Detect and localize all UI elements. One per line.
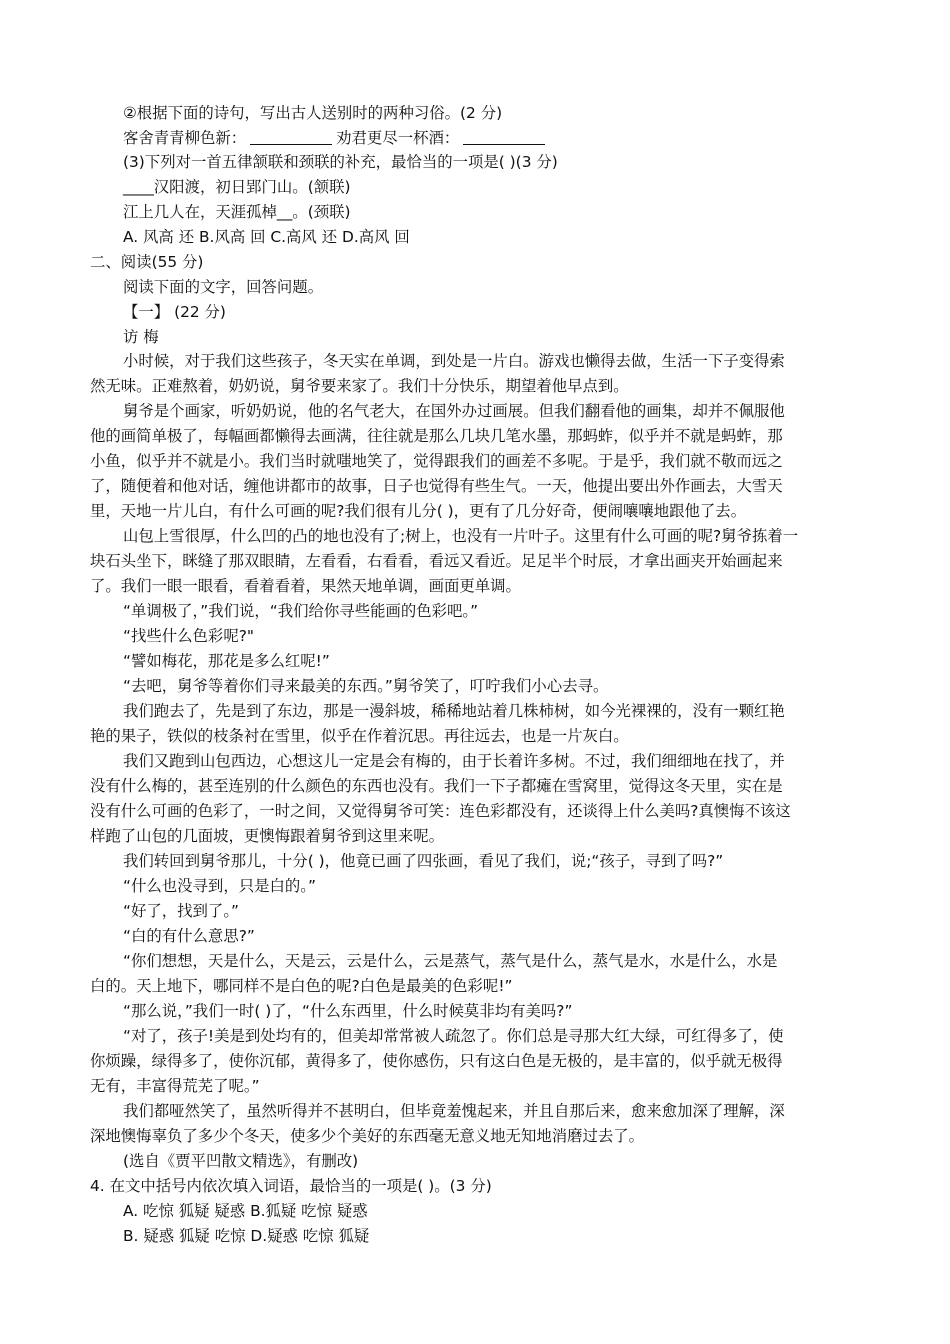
paragraph-line: 了，随便着和他对话，缠他讲都市的故事，日子也觉得有些生气。一天，他提出要出外作画去，大雪天 (90, 477, 783, 495)
paragraph-line: 我们转回到舅爷那儿，十分( )，他竟已画了四张画，看见了我们，说;“孩子，寻到了吗?” (123, 852, 724, 870)
paragraph-line: 我们都哑然笑了，虽然听得并不甚明白，但毕竟羞愧起来，并且自那后来，愈来愈加深了理解，深 (123, 1102, 785, 1120)
source-note: (选自《贾平凹散文精选》，有删改) (123, 1152, 359, 1170)
dialogue-line: 白的。天上地下，哪同样不是白色的呢?白色是最美的色彩呢!” (90, 977, 513, 995)
dialogue-line: “那么说，”我们一时( )了，“什么东西里，什么时候莫非均有美吗?” (123, 1002, 573, 1020)
dialogue-line: “白的有什么意思?” (123, 927, 255, 945)
question-3-prompt: (3)下列对一首五律颔联和颈联的补充，最恰当的一项是( )(3 分) (123, 153, 558, 171)
part-heading: 【一】 (22 分) (123, 303, 226, 321)
couplet-line: 江上几人在，天涯孤棹__。(颈联) (123, 203, 351, 221)
paragraph-line: 山包上雪很厚，什么凹的凸的地也没有了;树上，也没有一片叶子。这里有什么可画的呢?舅爷拣着一 (123, 527, 799, 545)
paragraph-line: 舅爷是个画家，听奶奶说，他的名气老大，在国外办过画展。但我们翻看他的画集，却并不佩服他 (123, 402, 785, 420)
dialogue-line: “单调极了，”我们说，“我们给你寻些能画的色彩吧。” (123, 602, 479, 620)
paragraph-line: 没有什么可画的色彩了，一时之间，又觉得舅爷可笑：连色彩都没有，还谈得上什么美吗?真懊悔不该这 (90, 802, 791, 820)
answer-options: A. 风高 还 B.风高 回 C.高风 还 D.高风 回 (123, 228, 410, 246)
paragraph-line: 了。我们一眼一眼看，看着看着，果然天地单调，画面更单调。 (90, 577, 521, 595)
article-title: 访 梅 (123, 328, 159, 346)
paragraph-line: 小时候，对于我们这些孩子，冬天实在单调，到处是一片白。游戏也懒得去做，生活一下子变得索 (123, 352, 785, 370)
dialogue-line: “找些什么色彩呢?" (123, 627, 254, 645)
dialogue-line: “你们想想，天是什么，天是云，云是什么，云是蒸气，蒸气是什么，蒸气是水，水是什么，水是 (123, 952, 778, 970)
paragraph-line: 样跑了山包的几面坡，更懊悔跟着舅爷到这里来呢。 (90, 827, 444, 845)
paragraph-line: 没有什么梅的，甚至连别的什么颜色的东西也没有。我们一下子都瘫在雪窝里，觉得这冬天里，实在是 (90, 777, 783, 795)
paragraph-line: 我们又跑到山包西边，心想这儿一定是会有梅的，由于长着许多树。不过，我们细细地在找了，并 (123, 752, 785, 770)
answer-options: B. 疑惑 狐疑 吃惊 D.疑惑 吃惊 狐疑 (123, 1227, 370, 1245)
question-2-prompt: ②根据下面的诗句，写出古人送别时的两种习俗。(2 分) (123, 104, 503, 122)
poem-line-1: 客舍青青柳色新： 劝君更尽一杯酒： (123, 128, 549, 148)
dialogue-line: “对了，孩子!美是到处均有的，但美却常常被人疏忽了。你们总是寻那大红大绿，可红得多了，使 (123, 1027, 784, 1045)
paragraph-line: 小鱼，似乎并不就是小。我们当时就嗤地笑了，觉得跟我们的画差不多呢。于是乎，我们就不敬而远之 (90, 452, 783, 470)
dialogue-line: “譬如梅花，那花是多么红呢!” (123, 652, 330, 670)
paragraph-line: 深地懊悔辜负了多少个冬天，使多少个美好的东西毫无意义地无知地消磨过去了。 (90, 1127, 645, 1145)
dialogue-line: 无有，丰富得荒芜了呢。” (90, 1077, 260, 1095)
couplet-line: ____汉阳渡，初日郢门山。(颔联) (123, 178, 351, 196)
dialogue-line: “去吧，舅爷等着你们寻来最美的东西。”舅爷笑了，叮咛我们小心去寻。 (123, 677, 609, 695)
section-heading: 二、阅读(55 分) (90, 253, 204, 271)
dialogue-line: “什么也没寻到，只是白的。” (123, 877, 316, 895)
dialogue-line: “好了，找到了。” (123, 902, 239, 920)
instruction: 阅读下面的文字，回答问题。 (123, 278, 324, 296)
answer-options: A. 吃惊 狐疑 疑惑 B.狐疑 吃惊 疑惑 (123, 1202, 368, 1220)
paragraph-line: 我们跑去了，先是到了东边，那是一漫斜坡，稀稀地站着几株柿树，如今光裸裸的，没有一颗红艳 (123, 702, 785, 720)
answer-blank[interactable] (250, 129, 332, 145)
paragraph-line: 艳的果子，铁似的枝条衬在雪里，似乎在作着沉思。再往远去，也是一片灰白。 (90, 727, 629, 745)
dialogue-line: 你烦躁，绿得多了，使你沉郁，黄得多了，使你感伤，只有这白色是无极的，是丰富的，似乎就无极得 (90, 1052, 783, 1070)
answer-blank[interactable] (463, 129, 545, 145)
paragraph-line: 然无味。正难熬着，奶奶说，舅爷要来家了。我们十分快乐，期望着他早点到。 (90, 377, 629, 395)
paragraph-line: 他的画简单极了，每幅画都懒得去画满，往往就是那么几块几笔水墨，那蚂蚱，似乎并不就是蚂蚱，那 (90, 427, 783, 445)
paragraph-line: 块石头坐下，眯缝了那双眼睛，左看看，右看看，看远又看近。足足半个时辰，才拿出画夹开始画起来 (90, 552, 783, 570)
paragraph-line: 里，天地一片儿白，有什么可画的呢?我们很有儿分( )，更有了几分好奇，便闹嚷嚷地跟他了去。 (90, 502, 747, 520)
question-4-prompt: 4. 在文中括号内依次填入词语，最恰当的一项是( )。(3 分) (90, 1177, 492, 1195)
